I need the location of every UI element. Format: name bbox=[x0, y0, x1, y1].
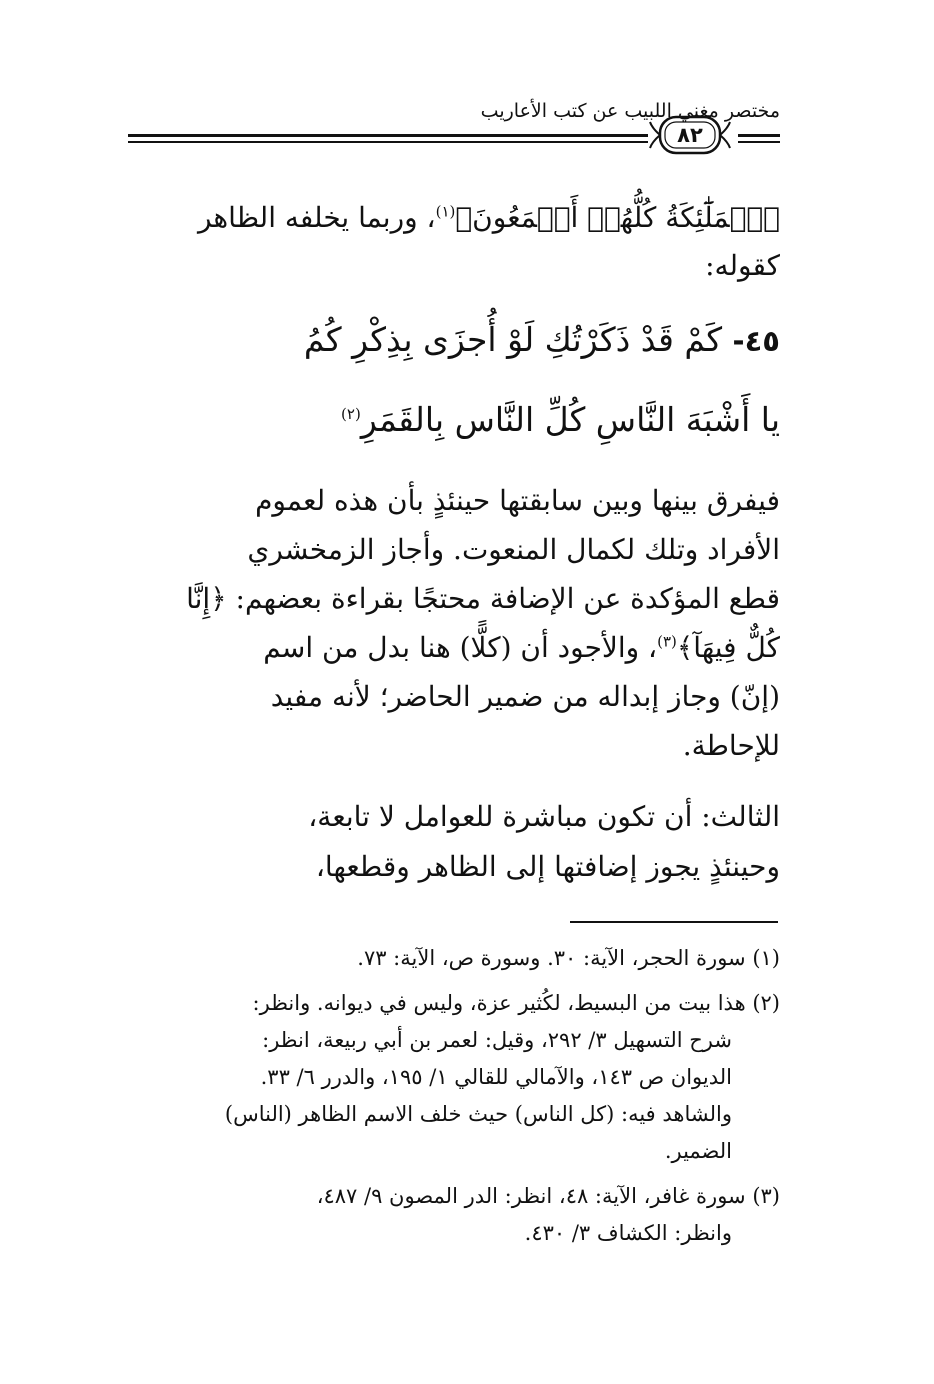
text-line bbox=[128, 623, 780, 672]
header-rule-thick bbox=[128, 134, 648, 137]
verse-line-1 bbox=[128, 320, 780, 359]
footnote-1 bbox=[128, 940, 780, 977]
footnote-ref: (٢) bbox=[341, 405, 361, 423]
footnote-ref: (١) bbox=[435, 202, 456, 221]
verse-line-2 bbox=[190, 400, 780, 439]
text-line: للإحاطة. bbox=[682, 729, 780, 762]
header-rule-thin bbox=[128, 141, 648, 143]
running-title: مختصر مغني اللبيب عن كتب الأعاريب bbox=[480, 100, 780, 122]
quran-quote: كُلٌّ فِيهَآ﴾ bbox=[676, 631, 780, 664]
footnote-line: (٣) سورة غافر، الآية: ٤٨، انظر: الدر المصون ٩/ ٤٨٧، bbox=[316, 1184, 780, 1208]
text-line: (إنّ) وجاز إبداله من ضمير الحاضر؛ لأنه مفيد bbox=[270, 680, 780, 713]
footnotes bbox=[128, 940, 780, 1260]
paragraph-2 bbox=[128, 476, 780, 770]
footnote-ref: (٣) bbox=[657, 632, 677, 651]
paragraph-3 bbox=[128, 792, 780, 892]
footnote-line: شرح التسهيل ٣/ ٢٩٢، وقيل: لعمر بن أبي ربيعة، انظر: bbox=[262, 1028, 732, 1052]
text-line bbox=[128, 194, 780, 242]
text-line: الأفراد وتلك لكمال المنعوت. وأجاز الزمخشري bbox=[247, 533, 780, 566]
text-line: الثالث: أن تكون مباشرة للعوامل لا تابعة، bbox=[308, 800, 780, 833]
footnote-separator bbox=[570, 921, 778, 923]
paragraph-1 bbox=[128, 194, 780, 290]
footnote-line: والشاهد فيه: (كل الناس) حيث خلف الاسم الظاهر (الناس) bbox=[224, 1102, 732, 1126]
header-dash-left bbox=[738, 134, 780, 137]
footnote-3 bbox=[128, 1178, 780, 1252]
header-dash-left-thin bbox=[738, 141, 780, 143]
footnote-line: (١) سورة الحجر، الآية: ٣٠. وسورة ص، الآية: ٧٣. bbox=[357, 946, 780, 970]
page-number: ٨٢ bbox=[677, 123, 703, 147]
text-run: ، وربما يخلفه الظاهر bbox=[197, 201, 436, 234]
text-line: فيفرق بينها وبين سابقتها حينئذٍ بأن هذه لعموم bbox=[255, 484, 780, 517]
verse-text: يا أَشْبَهَ النَّاسِ كُلِّ النَّاس بِالقَمَرِ bbox=[360, 400, 780, 439]
text-line: وحينئذٍ يجوز إضافتها إلى الظاهر وقطعها، bbox=[315, 850, 780, 883]
verse-number: ٤٥- bbox=[732, 324, 780, 358]
page-header bbox=[128, 96, 780, 158]
footnote-line: الديوان ص ١٤٣، والآمالي للقالي ١/ ١٩٥، والدرر ٦/ ٣٣. bbox=[260, 1065, 732, 1089]
text-line: كقوله: bbox=[705, 249, 780, 282]
footnote-line: (٢) هذا بيت من البسيط، لكُثير عزة، وليس في ديوانه. وانظر: bbox=[252, 991, 780, 1015]
footnote-2 bbox=[128, 985, 780, 1170]
footnote-line: وانظر: الكشاف ٣/ ٤٣٠. bbox=[524, 1221, 732, 1245]
verse-text: كَمْ قَدْ ذَكَرْتُكِ لَوْ أُجزَى بِذِكْرِ كُمُ bbox=[303, 320, 723, 359]
footnote-line: الضمير. bbox=[664, 1139, 732, 1163]
quran-quote: ﭐلۡمَلَٰٓئِكَةُ كُلُّهُمۡ أَجۡمَعُونَ﴾ bbox=[455, 201, 780, 234]
page-number-badge bbox=[648, 114, 732, 156]
text-run: ، والأجود أن (كلًّا) هنا بدل من اسم bbox=[263, 631, 658, 664]
text-line: قطع المؤكدة عن الإضافة محتجًا بقراءة بعضهم: ﴿إِنَّا bbox=[186, 582, 780, 615]
